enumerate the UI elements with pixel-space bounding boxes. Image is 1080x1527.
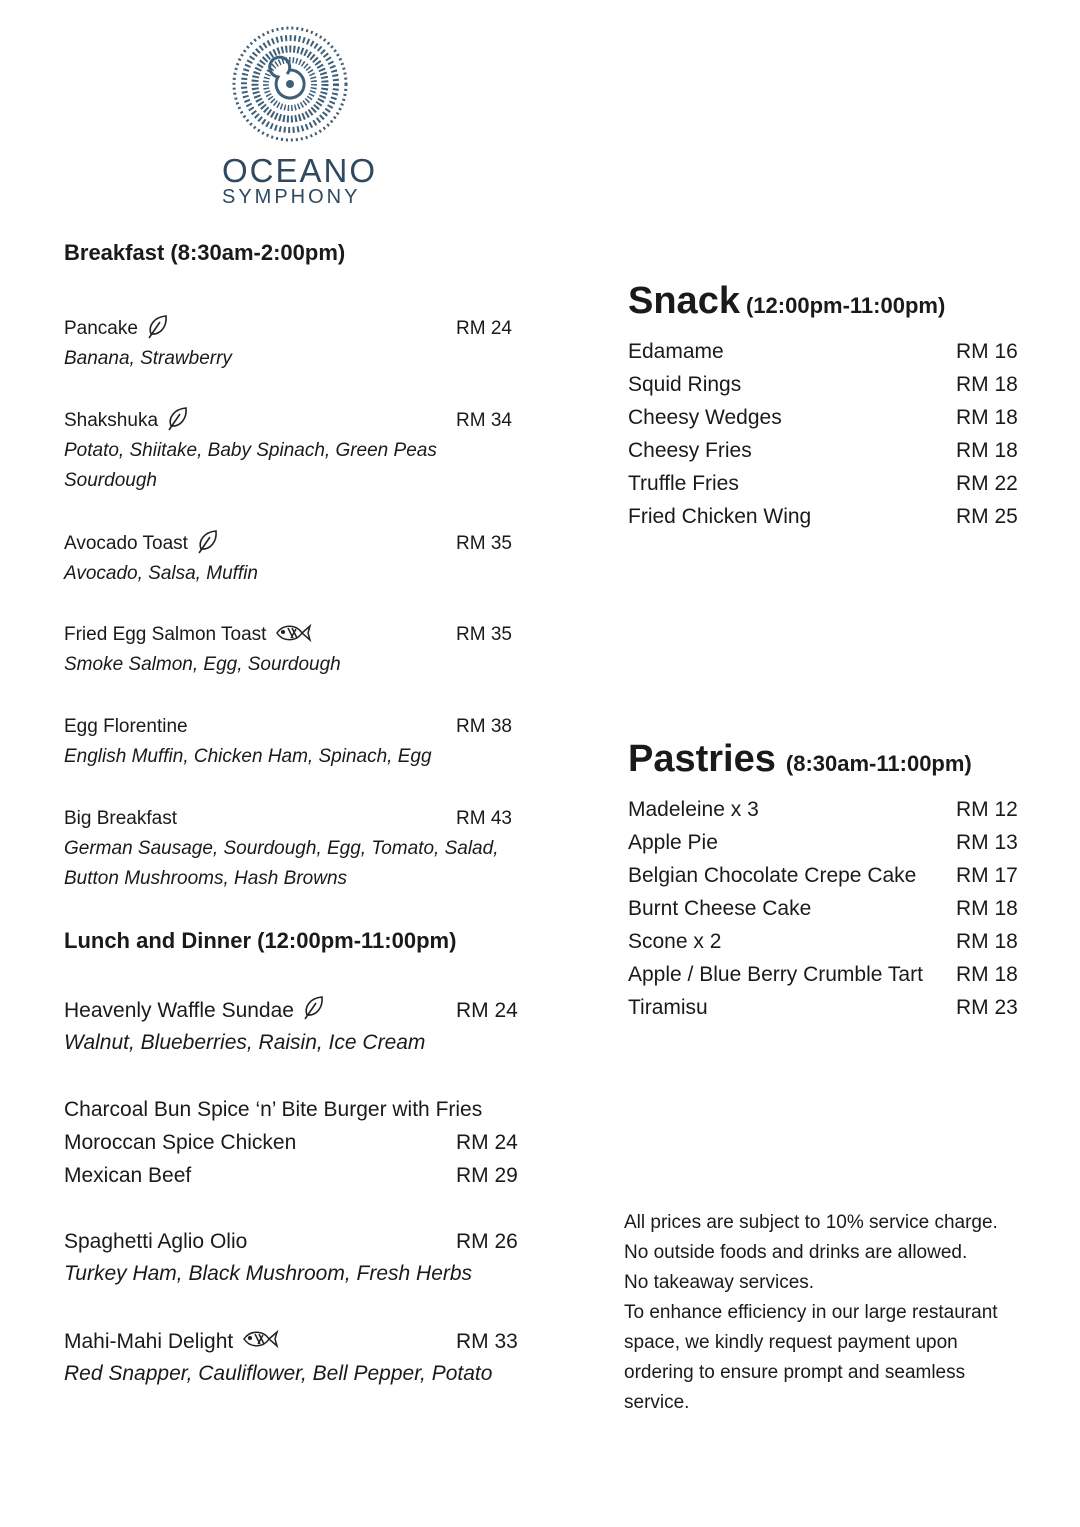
item-description: Walnut, Blueberries, Raisin, Ice Cream bbox=[64, 1031, 426, 1054]
item-price: RM 22 bbox=[956, 472, 1018, 495]
item-price: RM 16 bbox=[956, 340, 1018, 363]
list-item bbox=[628, 826, 1018, 859]
item-name: Scone x 2 bbox=[628, 930, 722, 953]
item-name: Heavenly Waffle Sundae bbox=[64, 998, 294, 1022]
item-name: Spaghetti Aglio Olio bbox=[64, 1229, 248, 1253]
item-name: Belgian Chocolate Crepe Cake bbox=[628, 864, 917, 887]
item-description: Sourdough bbox=[64, 470, 157, 491]
logo-name-line1: OCEANO bbox=[222, 152, 378, 189]
item-price: RM 12 bbox=[956, 798, 1018, 821]
item-description: Smoke Salmon, Egg, Sourdough bbox=[64, 654, 341, 675]
logo-name-line2: SYMPHONY bbox=[222, 186, 361, 208]
item-description: Potato, Shiitake, Baby Spinach, Green Peas bbox=[64, 440, 437, 461]
option-price: RM 24 bbox=[456, 1130, 518, 1154]
item-price: RM 26 bbox=[456, 1229, 518, 1253]
item-price: RM 18 bbox=[956, 930, 1018, 953]
item-name: Fried Egg Salmon Toast bbox=[64, 624, 267, 645]
policy-notes bbox=[624, 1208, 1024, 1418]
option-name: Moroccan Spice Chicken bbox=[64, 1130, 297, 1154]
item-name: Avocado Toast bbox=[64, 533, 188, 554]
list-item bbox=[628, 958, 1018, 991]
item-price: RM 18 bbox=[956, 897, 1018, 920]
list-item bbox=[628, 892, 1018, 925]
note-line: No outside foods and drinks are allowed. bbox=[624, 1242, 968, 1263]
list-item bbox=[628, 434, 1018, 467]
item-option bbox=[64, 1126, 520, 1159]
item-price: RM 35 bbox=[456, 533, 512, 554]
menu-item bbox=[64, 1225, 520, 1290]
list-item bbox=[628, 859, 1018, 892]
item-description: Button Mushrooms, Hash Browns bbox=[64, 868, 348, 889]
option-price: RM 29 bbox=[456, 1163, 518, 1187]
snack-section bbox=[628, 280, 1018, 533]
menu-item bbox=[64, 529, 520, 589]
brand-logo bbox=[222, 24, 378, 214]
menu-item bbox=[64, 994, 520, 1059]
item-name: Mahi-Mahi Delight bbox=[64, 1329, 234, 1353]
menu-item bbox=[64, 406, 520, 496]
list-item bbox=[628, 335, 1018, 368]
item-name: Cheesy Wedges bbox=[628, 406, 782, 429]
snack-hours: (12:00pm-11:00pm) bbox=[745, 293, 946, 318]
item-name: Madeleine x 3 bbox=[628, 798, 759, 821]
pastries-hours: (8:30am-11:00pm) bbox=[785, 751, 972, 776]
item-name: Pancake bbox=[64, 318, 138, 339]
snack-heading: Snack bbox=[628, 280, 740, 322]
item-price: RM 13 bbox=[956, 831, 1018, 854]
list-item bbox=[628, 500, 1018, 533]
note-line: To enhance efficiency in our large restaurant space, we kindly request payment upon ordering to ensure prompt and seamless service. bbox=[624, 1302, 998, 1413]
list-item bbox=[628, 991, 1018, 1024]
item-name: Charcoal Bun Spice ‘n’ Bite Burger with Fries bbox=[64, 1097, 483, 1121]
item-name: Burnt Cheese Cake bbox=[628, 897, 812, 920]
item-price: RM 43 bbox=[456, 808, 512, 829]
item-name: Cheesy Fries bbox=[628, 439, 752, 462]
leaf-icon bbox=[146, 314, 170, 345]
menu-item bbox=[64, 804, 520, 894]
item-price: RM 35 bbox=[456, 624, 512, 645]
menu-item bbox=[64, 1093, 520, 1192]
item-description: Red Snapper, Cauliflower, Bell Pepper, Potato bbox=[64, 1362, 493, 1385]
item-description: Banana, Strawberry bbox=[64, 348, 232, 369]
menu-item bbox=[64, 1325, 520, 1390]
lunch-dinner-heading: Lunch and Dinner (12:00pm-11:00pm) bbox=[64, 928, 457, 953]
item-price: RM 33 bbox=[456, 1329, 518, 1353]
item-name: Shakshuka bbox=[64, 410, 159, 431]
fish-icon bbox=[241, 1328, 279, 1355]
pastries-section bbox=[628, 738, 1018, 1024]
menu-item bbox=[64, 620, 520, 680]
item-price: RM 17 bbox=[956, 864, 1018, 887]
shell-logo-icon bbox=[230, 24, 350, 144]
item-name: Apple Pie bbox=[628, 831, 718, 854]
item-price: RM 34 bbox=[456, 410, 512, 431]
item-name: Squid Rings bbox=[628, 373, 742, 396]
list-item bbox=[628, 368, 1018, 401]
item-price: RM 18 bbox=[956, 963, 1018, 986]
item-name: Truffle Fries bbox=[628, 472, 739, 495]
breakfast-heading: Breakfast (8:30am-2:00pm) bbox=[64, 240, 346, 265]
list-item bbox=[628, 467, 1018, 500]
item-name: Edamame bbox=[628, 340, 724, 363]
item-price: RM 18 bbox=[956, 439, 1018, 462]
item-price: RM 24 bbox=[456, 318, 512, 339]
fish-icon bbox=[274, 622, 312, 649]
item-price: RM 25 bbox=[956, 505, 1018, 528]
item-price: RM 23 bbox=[956, 996, 1018, 1019]
item-name: Apple / Blue Berry Crumble Tart bbox=[628, 963, 923, 986]
leaf-icon bbox=[302, 995, 326, 1026]
menu-item bbox=[64, 314, 520, 374]
menu-item bbox=[64, 712, 520, 772]
leaf-icon bbox=[166, 406, 190, 437]
item-name: Tiramisu bbox=[628, 996, 708, 1019]
list-item bbox=[628, 401, 1018, 434]
item-price: RM 18 bbox=[956, 373, 1018, 396]
list-item bbox=[628, 925, 1018, 958]
item-price: RM 18 bbox=[956, 406, 1018, 429]
item-name: Fried Chicken Wing bbox=[628, 505, 812, 528]
item-description: English Muffin, Chicken Ham, Spinach, Egg bbox=[64, 746, 432, 767]
note-line: No takeaway services. bbox=[624, 1272, 815, 1293]
leaf-icon bbox=[196, 529, 220, 560]
item-price: RM 38 bbox=[456, 716, 512, 737]
item-description: Turkey Ham, Black Mushroom, Fresh Herbs bbox=[64, 1262, 473, 1285]
item-description: German Sausage, Sourdough, Egg, Tomato, Salad, bbox=[64, 838, 499, 859]
item-option bbox=[64, 1159, 520, 1192]
note-line: All prices are subject to 10% service charge. bbox=[624, 1212, 998, 1233]
option-name: Mexican Beef bbox=[64, 1163, 192, 1187]
item-price: RM 24 bbox=[456, 998, 518, 1022]
item-description: Avocado, Salsa, Muffin bbox=[64, 563, 258, 584]
list-item bbox=[628, 793, 1018, 826]
item-name: Egg Florentine bbox=[64, 716, 188, 737]
pastries-heading: Pastries bbox=[628, 738, 776, 780]
item-name: Big Breakfast bbox=[64, 808, 177, 829]
